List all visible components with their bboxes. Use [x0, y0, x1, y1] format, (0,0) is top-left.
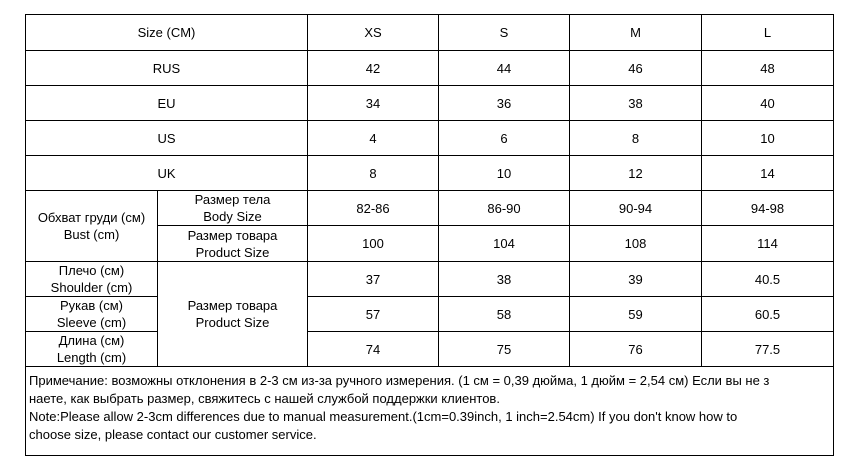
size-header-m: M: [570, 15, 702, 51]
shoulder-label-en: Shoulder (cm): [50, 280, 133, 295]
eu-xs: 34: [308, 86, 439, 121]
product-size-label-en: Product Size: [195, 315, 270, 330]
sleeve-m: 59: [570, 297, 702, 332]
table-row-shoulder: [26, 262, 834, 297]
eu-m: 38: [570, 86, 702, 121]
uk-m: 12: [570, 156, 702, 191]
bust-label-en: Bust (cm): [63, 227, 120, 242]
size-chart-table: [25, 14, 834, 456]
length-s: 75: [439, 332, 570, 367]
uk-s: 10: [439, 156, 570, 191]
rus-s: 44: [439, 51, 570, 86]
shoulder-l: 40.5: [702, 262, 834, 297]
bust-product-size-label: [158, 226, 308, 262]
bust-product-s: 104: [439, 226, 570, 262]
bust-label-ru: Обхват груди (см): [37, 210, 146, 225]
product-size-label: [158, 262, 308, 367]
rus-l: 48: [702, 51, 834, 86]
shoulder-m: 39: [570, 262, 702, 297]
sleeve-label-ru: Рукав (см): [60, 298, 123, 313]
length-label: [26, 332, 158, 367]
us-xs: 4: [308, 121, 439, 156]
shoulder-xs: 37: [308, 262, 439, 297]
uk-label: UK: [26, 156, 308, 191]
us-l: 10: [702, 121, 834, 156]
rus-label: RUS: [26, 51, 308, 86]
bust-label: [26, 191, 158, 262]
length-xs: 74: [308, 332, 439, 367]
size-header-l: L: [702, 15, 834, 51]
bust-body-m: 90-94: [570, 191, 702, 226]
body-size-label-ru: Размер тела: [194, 192, 271, 207]
us-label: US: [26, 121, 308, 156]
us-s: 6: [439, 121, 570, 156]
eu-label: EU: [26, 86, 308, 121]
table-row-length: [26, 332, 834, 367]
bust-body-size-label: [158, 191, 308, 226]
shoulder-label-ru: Плечо (см): [58, 263, 125, 278]
sleeve-xs: 57: [308, 297, 439, 332]
table-row-uk: [26, 156, 834, 191]
table-row-sleeve: [26, 297, 834, 332]
length-l: 77.5: [702, 332, 834, 367]
eu-l: 40: [702, 86, 834, 121]
sleeve-label: [26, 297, 158, 332]
size-header-s: S: [439, 15, 570, 51]
table-row-eu: [26, 86, 834, 121]
shoulder-s: 38: [439, 262, 570, 297]
us-m: 8: [570, 121, 702, 156]
note-row: [26, 367, 834, 456]
rus-xs: 42: [308, 51, 439, 86]
shoulder-label: [26, 262, 158, 297]
header-row: [26, 15, 834, 51]
rus-m: 46: [570, 51, 702, 86]
bust-product-l: 114: [702, 226, 834, 262]
bust-body-s: 86-90: [439, 191, 570, 226]
table-row-us: [26, 121, 834, 156]
note-line-3: Note:Please allow 2-3cm differences due to manual measurement.(1cm=0.39inch, 1 inch=2.54cm) If you don't know how to: [29, 409, 738, 424]
length-label-en: Length (cm): [56, 350, 127, 365]
note-line-4: choose size, please contact our customer service.: [29, 427, 317, 442]
table-row-bust-body: [26, 191, 834, 226]
note-line-1: Примечание: возможны отклонения в 2-3 см из-за ручного измерения. (1 см = 0,39 дюйма, 1 дюйм = 2,54 см) Если вы не з: [29, 373, 770, 388]
sleeve-l: 60.5: [702, 297, 834, 332]
bust-product-xs: 100: [308, 226, 439, 262]
size-header-xs: XS: [308, 15, 439, 51]
note-cell: [26, 367, 834, 456]
product-size-label-ru: Размер товара: [187, 298, 278, 313]
table-row-rus: [26, 51, 834, 86]
uk-l: 14: [702, 156, 834, 191]
length-m: 76: [570, 332, 702, 367]
length-label-ru: Длина (см): [58, 333, 125, 348]
uk-xs: 8: [308, 156, 439, 191]
size-header-label: Size (CM): [26, 15, 308, 51]
bust-body-xs: 82-86: [308, 191, 439, 226]
bust-body-l: 94-98: [702, 191, 834, 226]
bust-product-label-ru: Размер товара: [187, 227, 278, 243]
bust-product-m: 108: [570, 226, 702, 262]
body-size-label-en: Body Size: [203, 209, 262, 224]
sleeve-label-en: Sleeve (cm): [56, 315, 127, 330]
note-line-2: наете, как выбрать размер, свяжитесь с нашей службой поддержки клиентов.: [29, 391, 500, 406]
eu-s: 36: [439, 86, 570, 121]
sleeve-s: 58: [439, 297, 570, 332]
bust-product-label-en: Product Size: [195, 244, 270, 260]
